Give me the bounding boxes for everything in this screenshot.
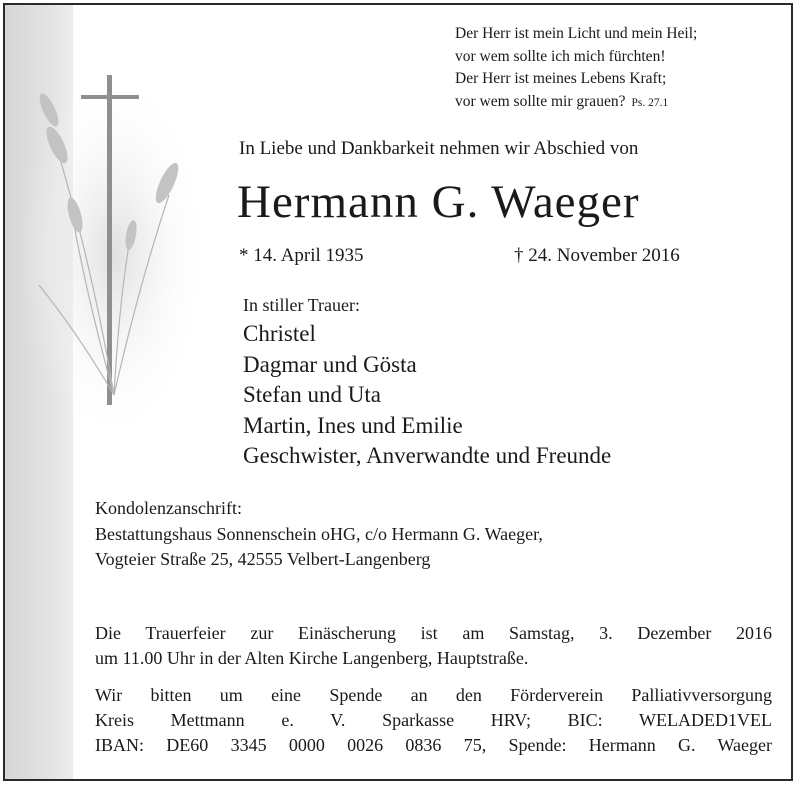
psalm-line-last <box>455 91 697 115</box>
psalm-line: Der Herr ist meines Lebens Kraft; <box>455 70 667 87</box>
farewell-intro: In Liebe und Dankbarkeit nehmen wir Abschied von <box>239 138 639 159</box>
condolence-line: Bestattungshaus Sonnenschein oHG, c/o Hermann G. Waeger, <box>95 523 543 544</box>
funeral-line: Die Trauerfeier zur Einäscherung ist am Samstag, 3. Dezember 2016 <box>95 623 772 643</box>
psalm-reference: Ps. 27.1 <box>631 96 669 109</box>
psalm-line: Der Herr ist mein Licht und mein Heil; <box>455 25 698 42</box>
donation-line: Kreis Mettmann e. V. Sparkasse HRV; BIC: WELADED1VEL <box>95 710 772 730</box>
mourner: Dagmar und Gösta <box>243 351 417 377</box>
donation-line: Wir bitten um eine Spende an den Förderverein Palliativversorgung <box>95 685 772 705</box>
mourners-list <box>243 319 611 472</box>
condolence-line: Vogteier Straße 25, 42555 Velbert-Langenberg <box>95 549 431 569</box>
mourner: Martin, Ines und Emilie <box>243 412 463 438</box>
donation-info <box>95 683 772 758</box>
deceased-name: Hermann G. Waeger <box>237 176 640 228</box>
mourner: Stefan und Uta <box>243 382 381 407</box>
condolence-address <box>95 496 543 573</box>
funeral-info <box>95 621 772 671</box>
death-date: † 24. November 2016 <box>514 245 680 266</box>
obituary-notice <box>3 3 793 781</box>
psalm-line: vor wem sollte mir grauen? <box>455 92 626 110</box>
mourner: Christel <box>243 321 316 346</box>
condolence-label: Kondolenzanschrift: <box>95 498 242 518</box>
mourner: Geschwister, Anverwandte und Freunde <box>243 443 612 468</box>
cross-and-wheat-icon <box>19 55 219 455</box>
donation-line: IBAN: DE60 3345 0000 0026 0836 75, Spende: Hermann G. Waeger <box>95 735 772 755</box>
psalm-line: vor wem sollte ich mich fürchten! <box>455 47 666 65</box>
mourning-label: In stiller Trauer: <box>243 295 360 315</box>
birth-date: * 14. April 1935 <box>239 245 364 266</box>
funeral-line: um 11.00 Uhr in der Alten Kirche Langenberg, Hauptstraße. <box>95 648 529 668</box>
psalm-quote <box>455 23 697 114</box>
